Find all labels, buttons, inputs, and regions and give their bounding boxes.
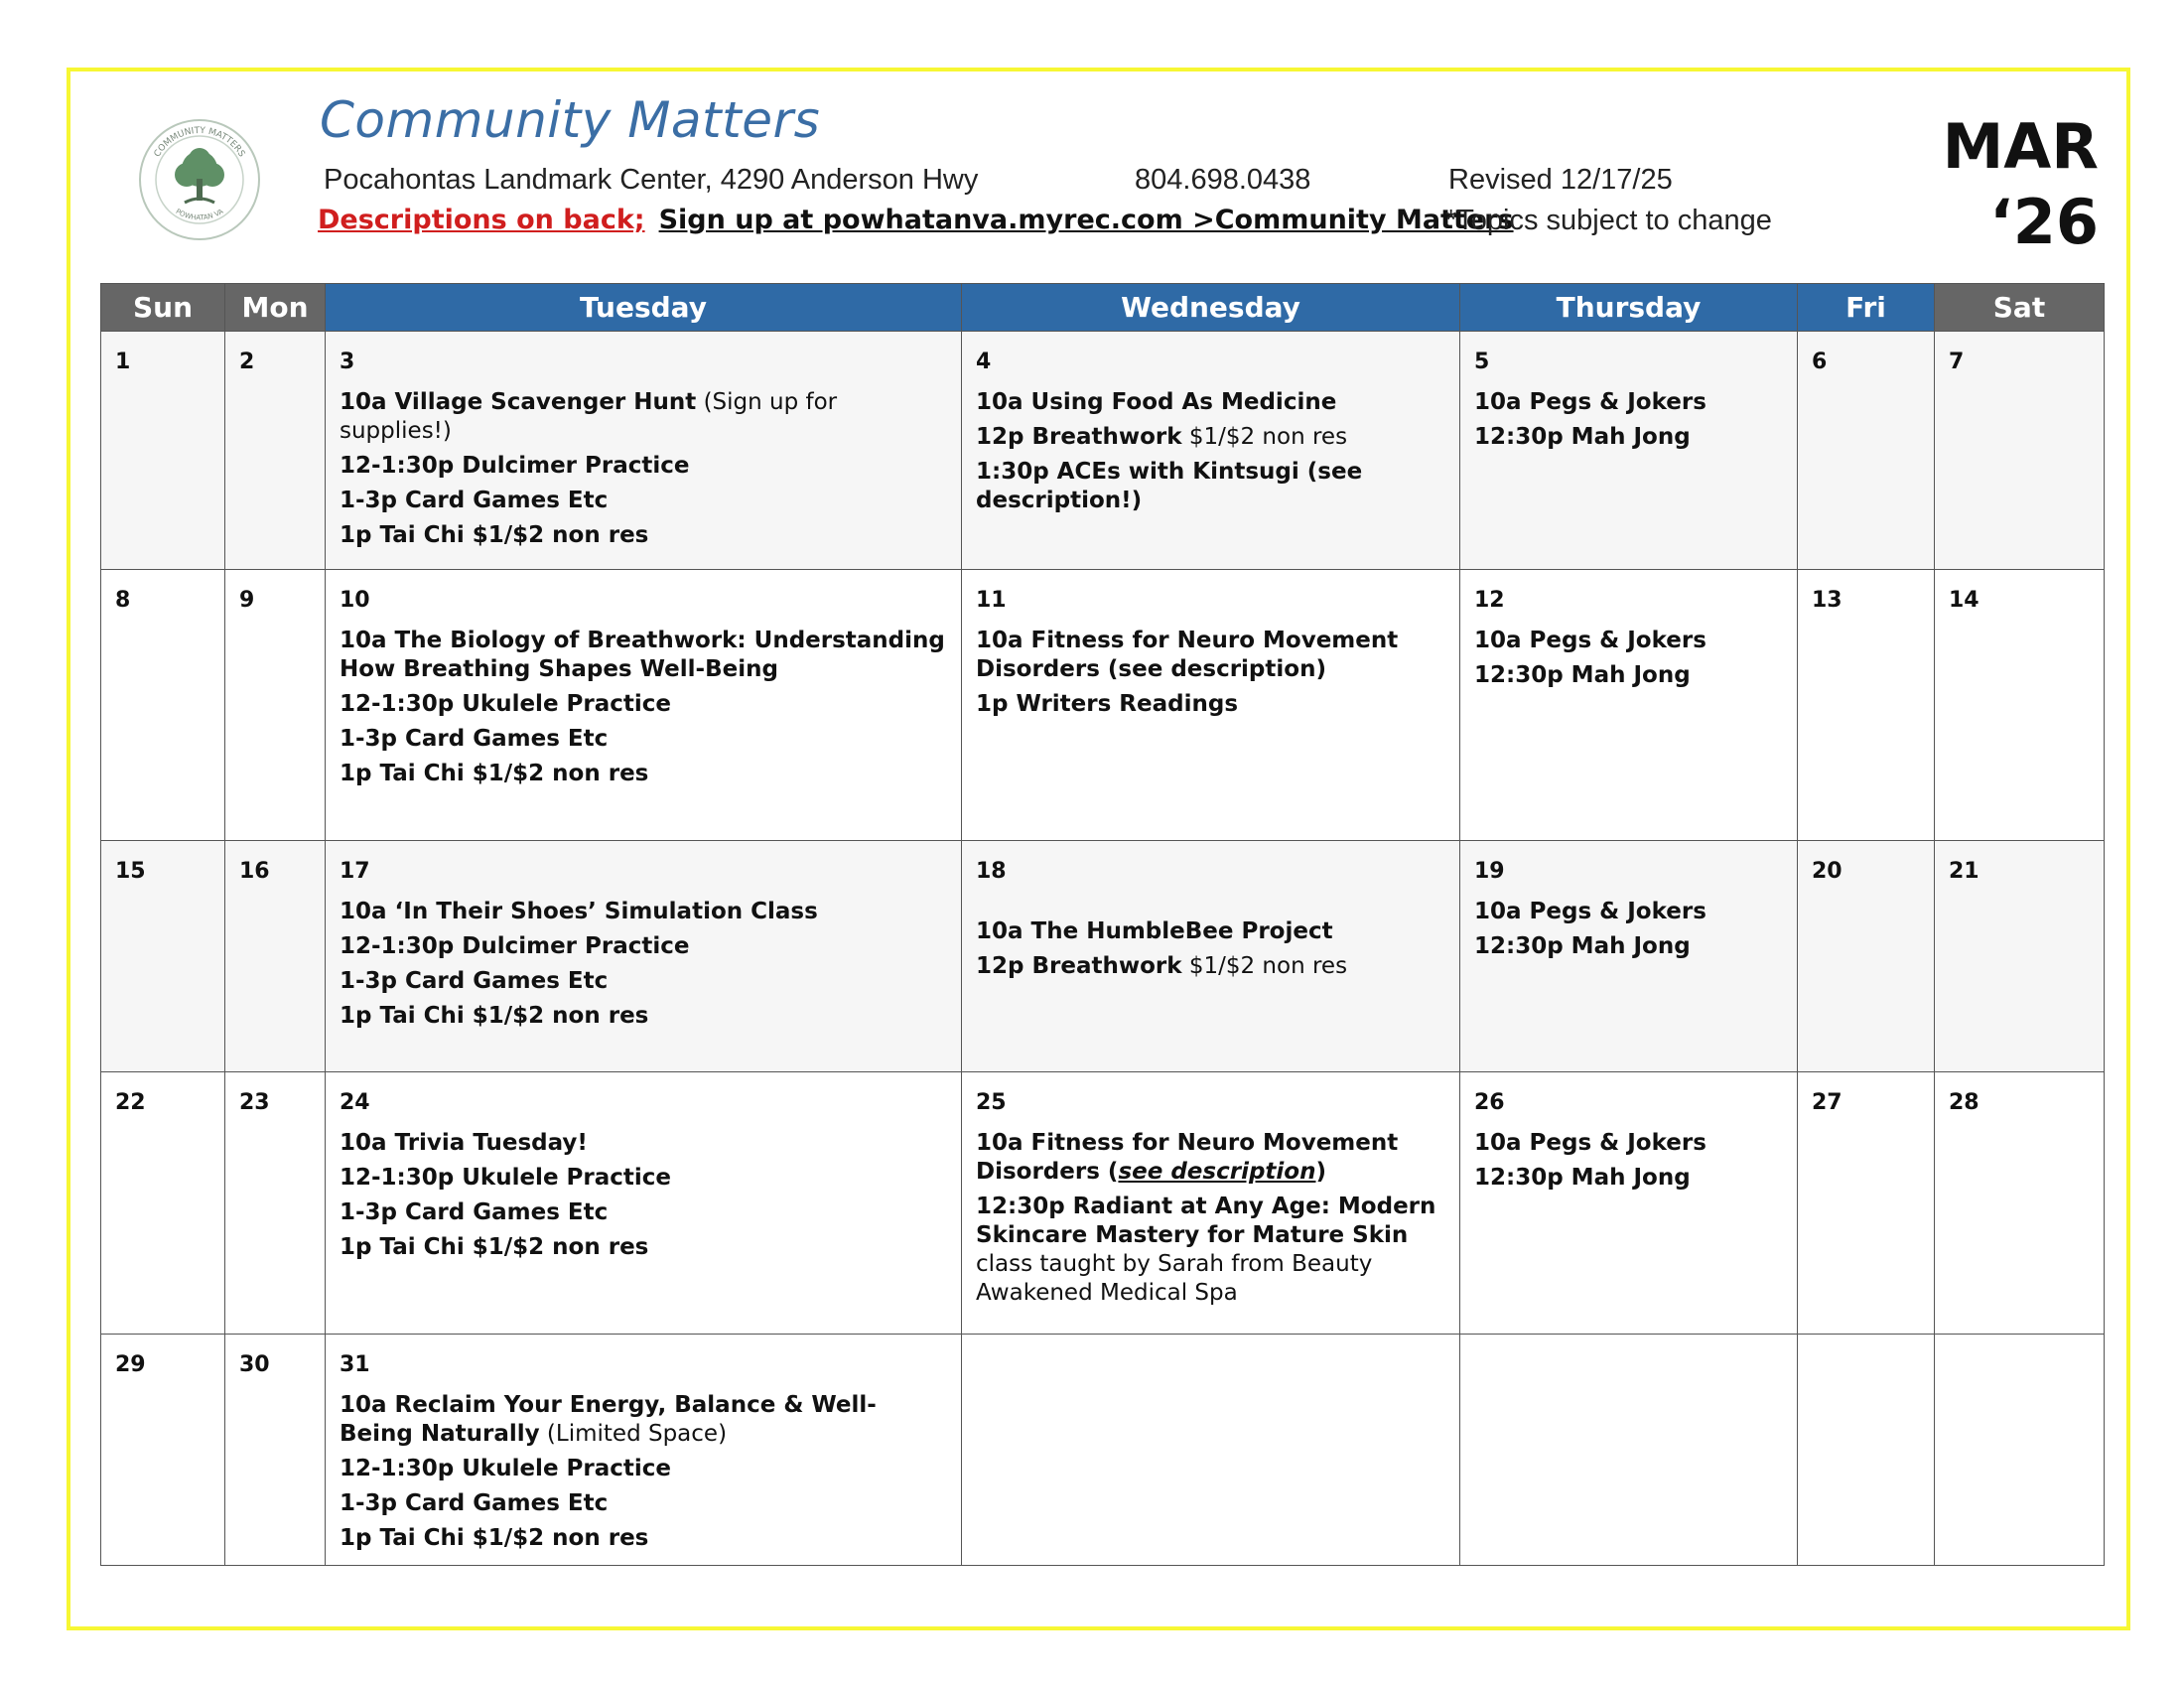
page-title: Community Matters <box>320 91 821 149</box>
date-number: 7 <box>1949 350 1965 374</box>
event-item <box>1474 627 1783 655</box>
event-title: 1-3p Card Games Etc <box>340 968 609 994</box>
month-year: ‘26 <box>1989 186 2099 258</box>
day-cell-fri <box>1798 332 1935 570</box>
event-title: 10a Pegs & Jokers <box>1474 628 1706 653</box>
day-cell-mon <box>225 1335 326 1566</box>
week-row <box>101 841 2105 1072</box>
event-item <box>340 725 947 754</box>
event-item <box>1474 1164 1783 1193</box>
event-title: 1p Tai Chi $1/$2 non res <box>340 1525 649 1551</box>
event-title: 10a Village Scavenger Hunt <box>340 389 697 415</box>
date-number: 3 <box>340 350 355 374</box>
date-number: 21 <box>1949 859 1979 884</box>
date-number: 4 <box>976 350 992 374</box>
event-title: 12:30p Mah Jong <box>1474 1165 1691 1191</box>
header-fri: Fri <box>1798 284 1935 332</box>
day-cell-fri <box>1798 1072 1935 1335</box>
event-item <box>340 1455 947 1483</box>
day-cell-sat <box>1935 841 2105 1072</box>
event-item <box>976 423 1445 452</box>
event-title: 1:30p ACEs with Kintsugi (see description!) <box>976 459 1363 513</box>
event-item <box>976 1193 1445 1308</box>
day-cell-sat <box>1935 332 2105 570</box>
date-number: 18 <box>976 859 1007 884</box>
day-cell-sat <box>1935 1335 2105 1566</box>
date-number: 12 <box>1474 588 1505 613</box>
event-item <box>340 1391 947 1449</box>
event-item <box>976 458 1445 515</box>
header-wed: Wednesday <box>962 284 1460 332</box>
event-item <box>340 388 947 446</box>
week-row <box>101 332 2105 570</box>
date-number: 19 <box>1474 859 1505 884</box>
date-number: 23 <box>239 1090 270 1115</box>
date-number: 13 <box>1812 588 1843 613</box>
date-number: 16 <box>239 859 270 884</box>
event-title: 10a Trivia Tuesday! <box>340 1130 588 1156</box>
calendar-grid <box>100 283 2105 1566</box>
day-cell-sun <box>101 1072 225 1335</box>
event-title: 10a The Biology of Breathwork: Understanding How Breathing Shapes Well-Being <box>340 628 945 682</box>
event-item <box>1474 1129 1783 1158</box>
event-title: 1p Tai Chi $1/$2 non res <box>340 761 649 786</box>
week-row <box>101 1335 2105 1566</box>
day-cell-thu <box>1460 841 1798 1072</box>
event-item <box>976 388 1445 417</box>
community-matters-logo-icon <box>137 117 262 242</box>
date-number: 17 <box>340 859 370 884</box>
event-item <box>340 627 947 684</box>
event-title: 12:30p Mah Jong <box>1474 424 1691 450</box>
event-item <box>1474 661 1783 690</box>
event-note: (Limited Space) <box>539 1421 728 1447</box>
date-number: 27 <box>1812 1090 1843 1115</box>
event-note: class taught by Sarah from Beauty Awakened Medical Spa <box>976 1251 1373 1306</box>
address: Pocahontas Landmark Center, 4290 Anderson Hwy <box>324 164 979 196</box>
day-cell-wed <box>962 570 1460 841</box>
event-item <box>340 1233 947 1262</box>
day-cell-tue <box>326 332 962 570</box>
event-title: 1p Tai Chi $1/$2 non res <box>340 522 649 548</box>
event-note: $1/$2 non res <box>1181 424 1348 450</box>
day-cell-sun <box>101 332 225 570</box>
month-label <box>1943 109 2099 260</box>
day-cell-sun <box>101 1335 225 1566</box>
event-item <box>340 521 947 550</box>
event-title: 1p Tai Chi $1/$2 non res <box>340 1003 649 1029</box>
event-title-suffix: ) <box>1315 1159 1326 1185</box>
event-item <box>340 1198 947 1227</box>
day-cell-fri <box>1798 570 1935 841</box>
event-item <box>340 932 947 961</box>
header-mon: Mon <box>225 284 326 332</box>
event-title: 1p Tai Chi $1/$2 non res <box>340 1234 649 1260</box>
event-title: 12-1:30p Ukulele Practice <box>340 1165 672 1191</box>
event-title: 12:30p Mah Jong <box>1474 933 1691 959</box>
event-description-link: see description <box>1118 1159 1316 1185</box>
day-cell-thu <box>1460 332 1798 570</box>
date-number: 15 <box>115 859 146 884</box>
signup-link[interactable]: Sign up at powhatanva.myrec.com >Community Matters <box>658 205 1514 235</box>
day-cell-thu <box>1460 570 1798 841</box>
event-item <box>976 917 1445 946</box>
event-item <box>976 1129 1445 1187</box>
event-item <box>1474 932 1783 961</box>
day-cell-sat <box>1935 570 2105 841</box>
date-number: 5 <box>1474 350 1490 374</box>
date-number: 26 <box>1474 1090 1505 1115</box>
event-title: 12-1:30p Dulcimer Practice <box>340 933 690 959</box>
event-title: 12:30p Mah Jong <box>1474 662 1691 688</box>
event-title: 12-1:30p Ukulele Practice <box>340 691 672 717</box>
day-cell-thu <box>1460 1072 1798 1335</box>
weekday-header-row <box>101 284 2105 332</box>
event-item <box>340 1129 947 1158</box>
day-cell-tue <box>326 1335 962 1566</box>
day-cell-tue <box>326 841 962 1072</box>
event-note: $1/$2 non res <box>1181 953 1348 979</box>
header-thu: Thursday <box>1460 284 1798 332</box>
event-title: 10a Pegs & Jokers <box>1474 899 1706 924</box>
date-number: 1 <box>115 350 131 374</box>
phone-number: 804.698.0438 <box>1135 164 1311 196</box>
date-number: 6 <box>1812 350 1828 374</box>
event-title: 1p Writers Readings <box>976 691 1239 717</box>
event-title: 10a Pegs & Jokers <box>1474 1130 1706 1156</box>
event-item <box>340 690 947 719</box>
event-title: 12-1:30p Ukulele Practice <box>340 1456 672 1481</box>
logo-ring-top: COMMUNITY MATTERS <box>152 125 247 160</box>
event-title: 1-3p Card Games Etc <box>340 1199 609 1225</box>
event-title: 10a Pegs & Jokers <box>1474 389 1706 415</box>
date-number: 25 <box>976 1090 1007 1115</box>
event-title: 12p Breathwork <box>976 424 1182 450</box>
day-cell-tue <box>326 570 962 841</box>
day-cell-thu <box>1460 1335 1798 1566</box>
event-item <box>340 1489 947 1518</box>
topics-note: *Topics subject to change <box>1445 205 1772 236</box>
date-number: 31 <box>340 1352 370 1377</box>
event-item <box>1474 388 1783 417</box>
event-title: 1-3p Card Games Etc <box>340 1490 609 1516</box>
event-item <box>340 452 947 481</box>
event-title: 12-1:30p Dulcimer Practice <box>340 453 690 479</box>
event-item <box>340 967 947 996</box>
notes-line <box>318 205 1514 235</box>
day-cell-mon <box>225 841 326 1072</box>
date-number: 8 <box>115 588 131 613</box>
date-number: 29 <box>115 1352 146 1377</box>
event-title: 1-3p Card Games Etc <box>340 726 609 752</box>
date-number: 20 <box>1812 859 1843 884</box>
day-cell-wed <box>962 1072 1460 1335</box>
logo-ring-bottom: POWHATAN VA <box>174 207 225 222</box>
event-note: (Sign up for supplies!) <box>340 389 838 444</box>
event-title: 12p Breathwork <box>976 953 1182 979</box>
week-row <box>101 1072 2105 1335</box>
event-item <box>976 627 1445 684</box>
day-cell-mon <box>225 1072 326 1335</box>
day-cell-wed <box>962 1335 1460 1566</box>
event-title: 10a Reclaim Your Energy, Balance & Well-Being Naturally <box>340 1392 877 1447</box>
day-cell-mon <box>225 570 326 841</box>
date-number: 9 <box>239 588 255 613</box>
header-sun: Sun <box>101 284 225 332</box>
day-cell-tue <box>326 1072 962 1335</box>
revised-date: Revised 12/17/25 <box>1448 164 1673 196</box>
event-item <box>1474 898 1783 926</box>
descriptions-note: Descriptions on back; <box>318 205 645 235</box>
event-item <box>976 690 1445 719</box>
event-title: 1-3p Card Games Etc <box>340 488 609 513</box>
date-number: 10 <box>340 588 370 613</box>
event-item <box>340 487 947 515</box>
event-item <box>340 760 947 788</box>
event-item <box>340 1002 947 1031</box>
event-title: 10a The HumbleBee Project <box>976 918 1333 944</box>
day-cell-mon <box>225 332 326 570</box>
event-title: 10a Fitness for Neuro Movement Disorders ( <box>976 1130 1399 1185</box>
header-sat: Sat <box>1935 284 2105 332</box>
event-item <box>1474 423 1783 452</box>
week-row <box>101 570 2105 841</box>
date-number: 14 <box>1949 588 1979 613</box>
day-cell-fri <box>1798 841 1935 1072</box>
day-cell-fri <box>1798 1335 1935 1566</box>
event-title: 10a ‘In Their Shoes’ Simulation Class <box>340 899 818 924</box>
date-number: 28 <box>1949 1090 1979 1115</box>
date-number: 11 <box>976 588 1007 613</box>
month-name: MAR <box>1942 110 2099 183</box>
day-cell-sun <box>101 570 225 841</box>
date-number: 30 <box>239 1352 270 1377</box>
event-title: 10a Using Food As Medicine <box>976 389 1337 415</box>
event-title: 12:30p Radiant at Any Age: Modern Skincare Mastery for Mature Skin <box>976 1194 1436 1248</box>
day-cell-sun <box>101 841 225 1072</box>
day-cell-wed <box>962 332 1460 570</box>
date-number: 22 <box>115 1090 146 1115</box>
event-item <box>976 952 1445 981</box>
event-item <box>340 1164 947 1193</box>
event-item <box>340 898 947 926</box>
event-item <box>340 1524 947 1553</box>
day-cell-wed <box>962 841 1460 1072</box>
event-title: 10a Fitness for Neuro Movement Disorders (see description) <box>976 628 1399 682</box>
header-tue: Tuesday <box>326 284 962 332</box>
date-number: 24 <box>340 1090 370 1115</box>
date-number: 2 <box>239 350 255 374</box>
day-cell-sat <box>1935 1072 2105 1335</box>
